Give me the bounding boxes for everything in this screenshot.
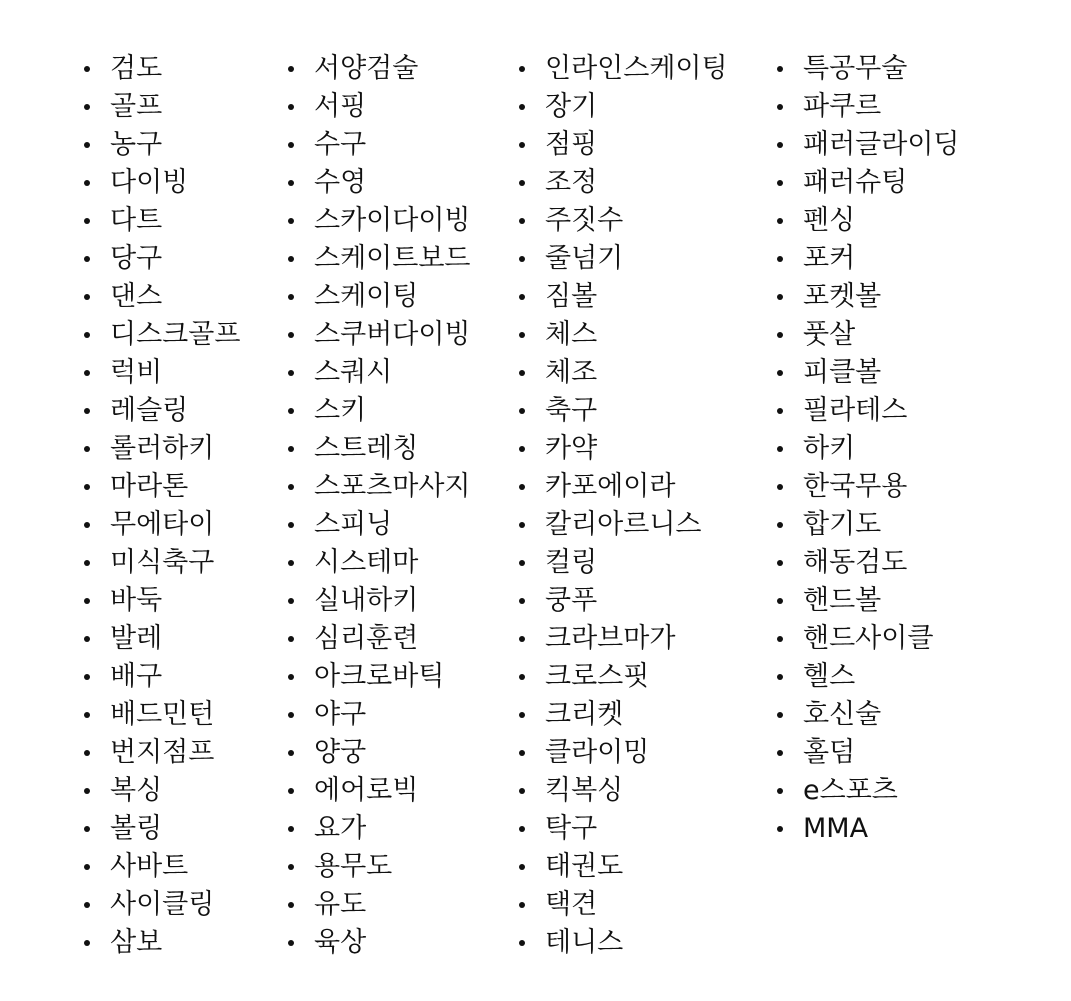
bullet-icon — [519, 218, 525, 224]
bullet-icon — [84, 218, 90, 224]
list-item-label: 크로스핏 — [545, 661, 650, 692]
bullet-icon — [84, 142, 90, 148]
list-item-label: 합기도 — [803, 509, 882, 540]
bullet-icon — [519, 940, 525, 946]
list-item-label: 장기 — [545, 91, 598, 122]
list-item-label: 점핑 — [545, 129, 598, 160]
list-item-label: 배구 — [110, 661, 163, 692]
list-item-label: 인라인스케이팅 — [545, 53, 728, 84]
bullet-icon — [84, 788, 90, 794]
list-item-label: 핸드사이클 — [803, 623, 934, 654]
bullet-icon — [84, 484, 90, 490]
bullet-icon — [519, 598, 525, 604]
bullet-icon — [84, 712, 90, 718]
bullet-icon — [288, 484, 294, 490]
bullet-icon — [777, 750, 783, 756]
bullet-icon — [288, 66, 294, 72]
list-item-label: 시스테마 — [314, 547, 419, 578]
list-item-label: 호신술 — [803, 699, 882, 730]
bullet-icon — [84, 826, 90, 832]
list-item-label: 레슬링 — [110, 395, 189, 426]
bullet-icon — [777, 674, 783, 680]
bullet-icon — [777, 484, 783, 490]
bullet-icon — [84, 446, 90, 452]
list-item-label: 배드민턴 — [110, 699, 215, 730]
bullet-icon — [84, 560, 90, 566]
bullet-icon — [288, 294, 294, 300]
bullet-icon — [288, 256, 294, 262]
list-item-label: 당구 — [110, 243, 163, 274]
list-item-label: 필라테스 — [803, 395, 908, 426]
list-item-label: 포켓볼 — [803, 281, 882, 312]
list-item-label: 검도 — [110, 53, 163, 84]
bullet-icon — [519, 446, 525, 452]
bullet-icon — [288, 218, 294, 224]
bullet-icon — [519, 902, 525, 908]
bullet-icon — [84, 370, 90, 376]
bullet-icon — [777, 788, 783, 794]
bullet-icon — [519, 256, 525, 262]
bullet-icon — [777, 180, 783, 186]
bullet-icon — [777, 522, 783, 528]
list-item-label: 스쿼시 — [314, 357, 393, 388]
bullet-icon — [84, 522, 90, 528]
bullet-icon — [84, 598, 90, 604]
list-item-label: 태권도 — [545, 851, 624, 882]
bullet-icon — [777, 446, 783, 452]
bullet-icon — [84, 66, 90, 72]
bullet-icon — [84, 408, 90, 414]
list-item-label: 포커 — [803, 243, 856, 274]
list-item-label: 바둑 — [110, 585, 163, 616]
bullet-icon — [519, 560, 525, 566]
bullet-icon — [84, 864, 90, 870]
bullet-icon — [519, 142, 525, 148]
list-item-label: 줄넘기 — [545, 243, 624, 274]
list-item-label: 카약 — [545, 433, 598, 464]
list-item-label: 발레 — [110, 623, 163, 654]
list-item-label: 컬링 — [545, 547, 598, 578]
list-item-label: 파쿠르 — [803, 91, 882, 122]
list-item-label: 롤러하키 — [110, 433, 215, 464]
list-item-label: 댄스 — [110, 281, 163, 312]
list-item-label: 사바트 — [110, 851, 189, 882]
list-item-label: 수구 — [314, 129, 367, 160]
list-item-label: 한국무용 — [803, 471, 908, 502]
bullet-icon — [288, 446, 294, 452]
bullet-icon — [777, 332, 783, 338]
list-item-label: 다트 — [110, 205, 163, 236]
bullet-icon — [288, 712, 294, 718]
bullet-icon — [519, 788, 525, 794]
bullet-icon — [288, 636, 294, 642]
list-item-label: 스포츠마사지 — [314, 471, 471, 502]
list-item-label: 스피닝 — [314, 509, 393, 540]
list-item-label: 축구 — [545, 395, 598, 426]
bullet-icon — [777, 712, 783, 718]
bullet-icon — [519, 864, 525, 870]
list-item-label: 크라브마가 — [545, 623, 676, 654]
bullet-icon — [777, 256, 783, 262]
list-item-label: 스카이다이빙 — [314, 205, 471, 236]
list-item-label: 유도 — [314, 889, 367, 920]
bullet-icon — [84, 750, 90, 756]
bullet-icon — [777, 370, 783, 376]
list-item-label: 다이빙 — [110, 167, 189, 198]
bullet-icon — [777, 142, 783, 148]
list-item-label: 크리켓 — [545, 699, 624, 730]
bullet-icon — [519, 332, 525, 338]
bullet-icon — [777, 294, 783, 300]
list-item-label: 스키 — [314, 395, 367, 426]
bullet-icon — [777, 636, 783, 642]
bullet-icon — [519, 408, 525, 414]
list-item-label: 테니스 — [545, 927, 624, 958]
bullet-icon — [84, 902, 90, 908]
list-item-label: 체조 — [545, 357, 598, 388]
bullet-icon — [777, 560, 783, 566]
list-item-label: 아크로바틱 — [314, 661, 445, 692]
list-item-label: 실내하키 — [314, 585, 419, 616]
list-item-label: e스포츠 — [803, 775, 898, 806]
list-item-label: 풋살 — [803, 319, 856, 350]
list-item-label: 삼보 — [110, 927, 163, 958]
list-item-label: 하키 — [803, 433, 856, 464]
list-item-label: 복싱 — [110, 775, 163, 806]
bullet-icon — [519, 180, 525, 186]
bullet-icon — [519, 104, 525, 110]
list-item-label: 무에타이 — [110, 509, 215, 540]
list-item-label: 미식축구 — [110, 547, 215, 578]
list-item-label: 주짓수 — [545, 205, 624, 236]
bullet-icon — [519, 522, 525, 528]
list-item-label: 체스 — [545, 319, 598, 350]
list-item-label: 칼리아르니스 — [545, 509, 702, 540]
list-item-label: 심리훈련 — [314, 623, 419, 654]
list-item-label: 쿵푸 — [545, 585, 598, 616]
bullet-icon — [777, 826, 783, 832]
bullet-icon — [288, 598, 294, 604]
bullet-icon — [519, 826, 525, 832]
bullet-icon — [519, 750, 525, 756]
bullet-icon — [288, 902, 294, 908]
list-item-label: 양궁 — [314, 737, 367, 768]
list-item-label: 짐볼 — [545, 281, 598, 312]
list-item-label: 사이클링 — [110, 889, 215, 920]
list-item-label: 펜싱 — [803, 205, 856, 236]
bullet-icon — [288, 788, 294, 794]
list-item-label: 택견 — [545, 889, 598, 920]
list-item-label: 피클볼 — [803, 357, 882, 388]
bullet-icon — [777, 104, 783, 110]
bullet-icon — [519, 636, 525, 642]
list-item-label: 서핑 — [314, 91, 367, 122]
bullet-icon — [288, 522, 294, 528]
list-item-label: 수영 — [314, 167, 367, 198]
list-item-label: 야구 — [314, 699, 367, 730]
list-item-label: 해동검도 — [803, 547, 908, 578]
bullet-icon — [777, 408, 783, 414]
bullet-icon — [84, 636, 90, 642]
list-item-label: 농구 — [110, 129, 163, 160]
bullet-icon — [288, 560, 294, 566]
bullet-icon — [288, 332, 294, 338]
bullet-icon — [288, 104, 294, 110]
list-item-label: 스트레칭 — [314, 433, 419, 464]
bullet-icon — [288, 408, 294, 414]
list-item-label: 탁구 — [545, 813, 598, 844]
list-item-label: 킥복싱 — [545, 775, 624, 806]
list-item-label: 디스크골프 — [110, 319, 241, 350]
bullet-icon — [519, 484, 525, 490]
bullet-icon — [84, 180, 90, 186]
list-item-label: 특공무술 — [803, 53, 908, 84]
list-item-label: 스케이팅 — [314, 281, 419, 312]
bullet-icon — [84, 332, 90, 338]
list-item-label: 요가 — [314, 813, 367, 844]
list-item-label: 스케이트보드 — [314, 243, 471, 274]
bullet-icon — [288, 750, 294, 756]
bullet-icon — [777, 218, 783, 224]
list-item-label: 럭비 — [110, 357, 163, 388]
bullet-icon — [84, 294, 90, 300]
list-item-label: 패러슈팅 — [803, 167, 908, 198]
bullet-icon — [288, 826, 294, 832]
bullet-icon — [288, 864, 294, 870]
list-item-label: 마라톤 — [110, 471, 189, 502]
list-item-label: 서양검술 — [314, 53, 419, 84]
bullet-icon — [519, 674, 525, 680]
bullet-icon — [84, 674, 90, 680]
list-item-label: 카포에이라 — [545, 471, 676, 502]
bullet-icon — [84, 940, 90, 946]
bullet-icon — [519, 712, 525, 718]
list-item-label: 에어로빅 — [314, 775, 419, 806]
bullet-icon — [288, 370, 294, 376]
list-item-label: 헬스 — [803, 661, 856, 692]
bullet-icon — [519, 294, 525, 300]
bullet-icon — [288, 674, 294, 680]
list-item-label: 패러글라이딩 — [803, 129, 960, 160]
bullet-icon — [777, 66, 783, 72]
list-item-label: 용무도 — [314, 851, 393, 882]
bullet-icon — [519, 370, 525, 376]
bullet-icon — [288, 142, 294, 148]
list-item-label: 핸드볼 — [803, 585, 882, 616]
list-item-label: 홀덤 — [803, 737, 856, 768]
list-item-label: 번지점프 — [110, 737, 215, 768]
list-item-label: MMA — [803, 813, 869, 844]
list-item-label: 스쿠버다이빙 — [314, 319, 471, 350]
list-item-label: 골프 — [110, 91, 163, 122]
bullet-icon — [288, 940, 294, 946]
list-item-label: 육상 — [314, 927, 367, 958]
list-item-label: 클라이밍 — [545, 737, 650, 768]
list-item-label: 조정 — [545, 167, 598, 198]
list-item-label: 볼링 — [110, 813, 163, 844]
bullet-icon — [84, 256, 90, 262]
bullet-icon — [84, 104, 90, 110]
bullet-icon — [777, 598, 783, 604]
bullet-icon — [519, 66, 525, 72]
bullet-icon — [288, 180, 294, 186]
